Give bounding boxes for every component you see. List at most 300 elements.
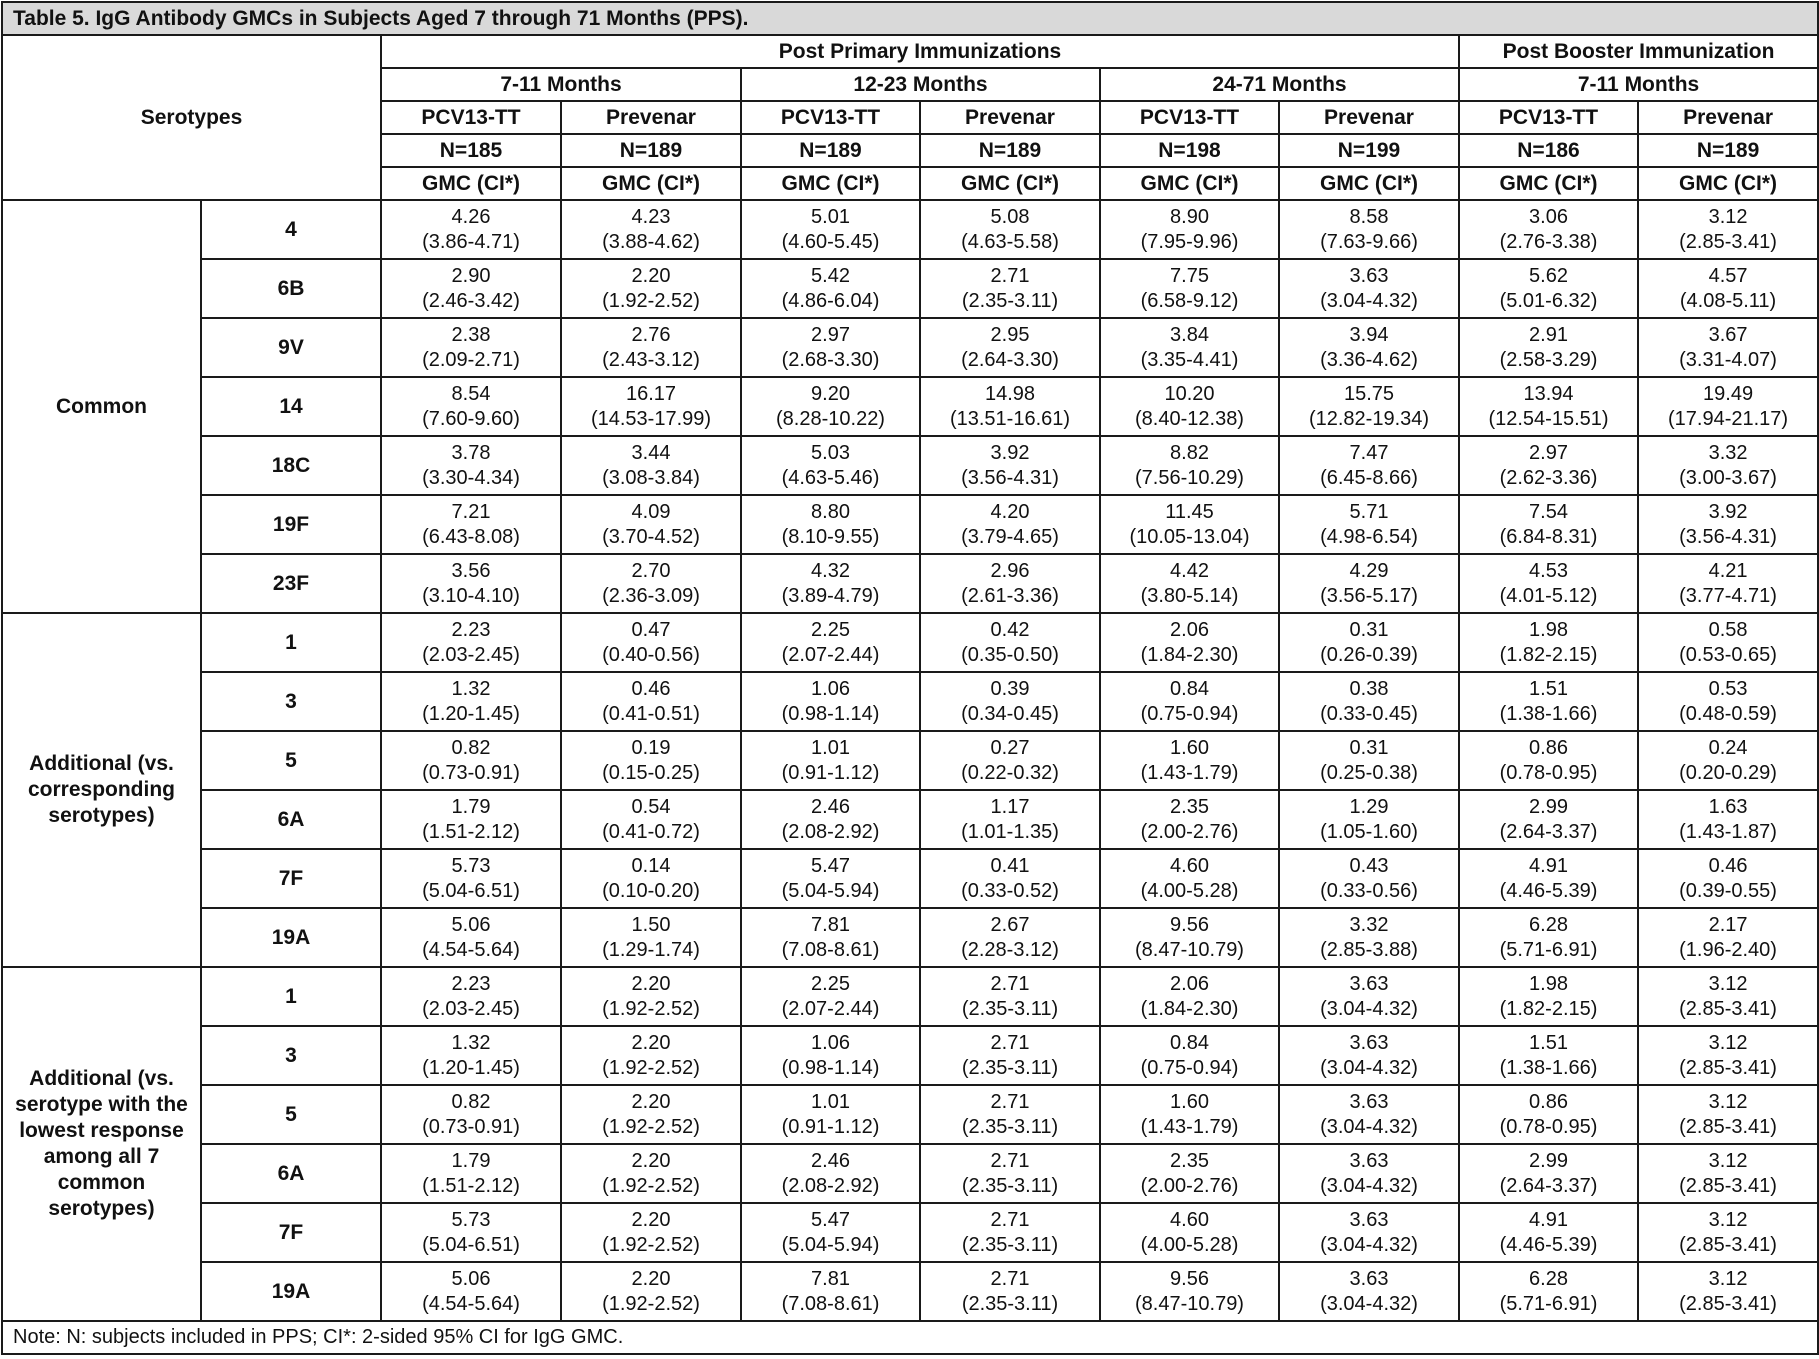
gmc-cell <box>1459 1026 1638 1085</box>
ci-range: (1.43-1.79) <box>1140 1115 1239 1138</box>
gmc-value: 1.79 <box>451 795 491 818</box>
gmc-value: 3.63 <box>1349 1267 1389 1290</box>
gmc-value: 3.63 <box>1349 1031 1389 1054</box>
ci-range: (7.60-9.60) <box>422 407 520 430</box>
gmc-value: 5.73 <box>451 1208 491 1231</box>
gmc-value: 8.80 <box>811 500 850 523</box>
gmc-cell <box>1638 908 1818 967</box>
ci-range: (0.98-1.14) <box>781 1056 880 1079</box>
gmc-value: 2.25 <box>811 972 850 995</box>
ci-range: (0.91-1.12) <box>781 761 880 784</box>
table-body <box>2 200 1818 1321</box>
gmc-cell <box>1279 1262 1459 1321</box>
ci-range: (2.35-3.11) <box>961 1056 1059 1079</box>
gmc-value: 5.42 <box>811 264 850 287</box>
ci-range: (1.92-2.52) <box>602 1233 700 1256</box>
gmc-cell <box>741 908 920 967</box>
gmc-cell <box>741 200 920 259</box>
gmc-value: 3.63 <box>1349 1149 1389 1172</box>
gmc-cell <box>1638 1085 1818 1144</box>
ci-range: (3.35-4.41) <box>1140 348 1239 371</box>
gmc-cell <box>561 1262 741 1321</box>
n-header: N=189 <box>1638 134 1818 167</box>
ci-range: (2.85-3.41) <box>1679 1174 1777 1197</box>
ci-range: (3.89-4.79) <box>781 584 880 607</box>
gmc-cell <box>561 790 741 849</box>
gmc-value: 4.32 <box>811 559 850 582</box>
gmc-value: 3.12 <box>1708 1267 1748 1290</box>
ci-range: (3.04-4.32) <box>1320 1174 1418 1197</box>
gmc-cell <box>1459 1085 1638 1144</box>
gmc-cell <box>1638 731 1818 790</box>
gmc-cell <box>1459 967 1638 1026</box>
ci-range: (2.08-2.92) <box>781 820 880 843</box>
ci-range: (0.48-0.59) <box>1679 702 1777 725</box>
gmc-value: 3.12 <box>1708 1149 1748 1172</box>
gmc-value: 1.63 <box>1708 795 1748 818</box>
ci-range: (6.58-9.12) <box>1140 289 1239 312</box>
gmc-cell <box>1100 495 1279 554</box>
gmc-cell <box>561 318 741 377</box>
gmc-value: 0.86 <box>1529 736 1568 759</box>
gmc-cell <box>1279 731 1459 790</box>
gmc-cell <box>561 495 741 554</box>
gmc-cell <box>381 1144 561 1203</box>
gmc-cell <box>1100 1203 1279 1262</box>
ci-range: (2.28-3.12) <box>961 938 1059 961</box>
gmc-value: 4.91 <box>1529 1208 1568 1231</box>
gmc-cell <box>381 377 561 436</box>
ci-range: (1.92-2.52) <box>602 997 700 1020</box>
table-row <box>2 613 1818 672</box>
gmc-cell <box>561 200 741 259</box>
gmc-value: 1.51 <box>1529 677 1568 700</box>
gmc-cell <box>920 908 1100 967</box>
ci-range: (7.08-8.61) <box>781 1292 880 1315</box>
serotype-label: 5 <box>201 1085 381 1144</box>
ci-range: (5.04-6.51) <box>422 879 520 902</box>
gmc-cell <box>1100 1144 1279 1203</box>
gmc-cell <box>1100 908 1279 967</box>
gmc-value: 2.91 <box>1529 323 1568 346</box>
ci-range: (2.46-3.42) <box>422 289 520 312</box>
gmc-cell <box>1279 1026 1459 1085</box>
ci-range: (4.98-6.54) <box>1320 525 1418 548</box>
gmc-value: 15.75 <box>1343 382 1395 405</box>
n-header: N=186 <box>1459 134 1638 167</box>
gmc-cell <box>1638 1262 1818 1321</box>
gmc-cell <box>1638 613 1818 672</box>
stat-header: GMC (CI*) <box>1459 167 1638 200</box>
gmc-value: 2.20 <box>631 1267 671 1290</box>
gmc-value: 0.14 <box>631 854 671 877</box>
gmc-cell <box>920 1085 1100 1144</box>
serotype-label: 7F <box>201 1203 381 1262</box>
gmc-cell <box>741 849 920 908</box>
table-row <box>2 259 1818 318</box>
gmc-value: 5.62 <box>1529 264 1568 287</box>
gmc-value: 2.17 <box>1708 913 1748 936</box>
gmc-value: 3.12 <box>1708 1090 1748 1113</box>
table-row <box>2 908 1818 967</box>
gmc-cell <box>1638 967 1818 1026</box>
ci-range: (0.41-0.72) <box>602 820 700 843</box>
ci-range: (0.22-0.32) <box>961 761 1059 784</box>
gmc-value: 2.38 <box>451 323 491 346</box>
ci-range: (3.88-4.62) <box>602 230 700 253</box>
gmc-value: 2.67 <box>990 913 1030 936</box>
gmc-value: 8.58 <box>1349 205 1389 228</box>
table-title: Table 5. IgG Antibody GMCs in Subjects Aged 7 through 71 Months (PPS). <box>2 2 1818 35</box>
gmc-value: 3.12 <box>1708 205 1748 228</box>
gmc-value: 4.20 <box>990 500 1030 523</box>
gmc-value: 1.01 <box>811 736 850 759</box>
gmc-cell <box>1100 1262 1279 1321</box>
gmc-cell <box>1100 849 1279 908</box>
gmc-cell <box>1100 200 1279 259</box>
gmc-cell <box>1459 1262 1638 1321</box>
ci-range: (2.85-3.88) <box>1320 938 1418 961</box>
gmc-cell <box>920 1262 1100 1321</box>
ci-range: (2.00-2.76) <box>1140 1174 1239 1197</box>
gmc-cell <box>920 967 1100 1026</box>
gmc-cell <box>920 1144 1100 1203</box>
gmc-cell <box>381 1085 561 1144</box>
gmc-value: 1.06 <box>811 1031 850 1054</box>
table-footnote: Note: N: subjects included in PPS; CI*: 2-sided 95% CI for IgG GMC. <box>2 1321 1818 1354</box>
ci-range: (3.56-4.31) <box>961 466 1059 489</box>
ci-range: (0.40-0.56) <box>602 643 700 666</box>
gmc-value: 9.20 <box>811 382 850 405</box>
ci-range: (3.04-4.32) <box>1320 1115 1418 1138</box>
gmc-cell <box>561 436 741 495</box>
gmc-value: 8.90 <box>1170 205 1209 228</box>
ci-range: (0.33-0.56) <box>1320 879 1418 902</box>
serotype-label: 18C <box>201 436 381 495</box>
stub-header: Serotypes <box>2 35 381 200</box>
gmc-value: 5.47 <box>811 1208 850 1231</box>
gmc-cell <box>561 1085 741 1144</box>
ci-range: (4.54-5.64) <box>422 938 520 961</box>
ci-range: (1.92-2.52) <box>602 1056 700 1079</box>
gmc-cell <box>741 436 920 495</box>
gmc-value: 2.97 <box>811 323 850 346</box>
gmc-value: 9.56 <box>1170 913 1209 936</box>
gmc-value: 5.71 <box>1349 500 1389 523</box>
ci-range: (0.33-0.45) <box>1320 702 1418 725</box>
ci-range: (2.85-3.41) <box>1679 1056 1777 1079</box>
gmc-value: 3.12 <box>1708 1031 1748 1054</box>
gmc-cell <box>561 1203 741 1262</box>
ci-range: (0.20-0.29) <box>1679 761 1777 784</box>
ci-range: (0.73-0.91) <box>422 1115 520 1138</box>
gmc-value: 16.17 <box>625 382 677 405</box>
vaccine-header: PCV13-TT <box>381 101 561 134</box>
gmc-cell <box>561 908 741 967</box>
gmc-cell <box>741 1144 920 1203</box>
gmc-value: 4.42 <box>1170 559 1209 582</box>
ci-range: (0.75-0.94) <box>1140 702 1239 725</box>
gmc-value: 5.03 <box>811 441 850 464</box>
gmc-value: 1.60 <box>1170 1090 1209 1113</box>
gmc-cell <box>561 1026 741 1085</box>
gmc-cell <box>381 790 561 849</box>
gmc-value: 2.25 <box>811 618 850 641</box>
gmc-value: 3.32 <box>1708 441 1748 464</box>
group-header-booster: Post Booster Immunization <box>1459 35 1818 68</box>
ci-range: (12.82-19.34) <box>1308 407 1430 430</box>
gmc-value: 5.73 <box>451 854 491 877</box>
ci-range: (1.05-1.60) <box>1320 820 1418 843</box>
table-row <box>2 790 1818 849</box>
ci-range: (3.04-4.32) <box>1320 997 1418 1020</box>
gmc-value: 2.35 <box>1170 1149 1209 1172</box>
gmc-value: 3.44 <box>631 441 671 464</box>
gmc-cell <box>1100 967 1279 1026</box>
ci-range: (2.35-3.11) <box>961 1292 1059 1315</box>
gmc-cell <box>920 554 1100 613</box>
gmc-value: 3.06 <box>1529 205 1568 228</box>
ci-range: (0.26-0.39) <box>1320 643 1418 666</box>
gmc-value: 10.20 <box>1164 382 1215 405</box>
ci-range: (0.41-0.51) <box>602 702 700 725</box>
gmc-value: 2.20 <box>631 1208 671 1231</box>
gmc-cell <box>920 495 1100 554</box>
ci-range: (5.71-6.91) <box>1499 1292 1598 1315</box>
ci-range: (3.70-4.52) <box>602 525 700 548</box>
gmc-value: 2.20 <box>631 1090 671 1113</box>
gmc-value: 0.82 <box>451 736 491 759</box>
gmc-cell <box>1279 849 1459 908</box>
gmc-cell <box>741 967 920 1026</box>
gmc-cell <box>920 731 1100 790</box>
gmc-value: 5.08 <box>990 205 1030 228</box>
gmc-value: 1.98 <box>1529 972 1568 995</box>
ci-range: (1.29-1.74) <box>602 938 700 961</box>
gmc-cell <box>1638 1203 1818 1262</box>
n-header: N=189 <box>741 134 920 167</box>
gmc-value: 13.94 <box>1523 382 1574 405</box>
gmc-cell <box>1279 495 1459 554</box>
gmc-cell <box>1459 1203 1638 1262</box>
gmc-cell <box>561 967 741 1026</box>
gmc-cell <box>561 613 741 672</box>
ci-range: (8.47-10.79) <box>1135 938 1244 961</box>
gmc-value: 7.81 <box>811 1267 850 1290</box>
ci-range: (2.76-3.38) <box>1499 230 1598 253</box>
serotype-label: 19A <box>201 908 381 967</box>
ci-range: (2.85-3.41) <box>1679 1292 1777 1315</box>
gmc-value: 14.98 <box>984 382 1036 405</box>
ci-range: (3.56-5.17) <box>1320 584 1418 607</box>
gmc-value: 1.79 <box>451 1149 491 1172</box>
gmc-cell <box>381 1203 561 1262</box>
gmc-value: 1.60 <box>1170 736 1209 759</box>
gmc-cell <box>1638 672 1818 731</box>
gmc-cell <box>1100 377 1279 436</box>
vaccine-header: PCV13-TT <box>1459 101 1638 134</box>
gmc-cell <box>561 849 741 908</box>
gmc-cell <box>1100 259 1279 318</box>
ci-range: (4.01-5.12) <box>1499 584 1598 607</box>
gmc-cell <box>1279 377 1459 436</box>
ci-range: (8.40-12.38) <box>1135 407 1244 430</box>
gmc-cell <box>1100 318 1279 377</box>
gmc-value: 1.17 <box>990 795 1030 818</box>
serotype-label: 1 <box>201 613 381 672</box>
gmc-value: 0.53 <box>1708 677 1748 700</box>
ci-range: (1.43-1.87) <box>1679 820 1777 843</box>
serotype-label: 9V <box>201 318 381 377</box>
ci-range: (6.43-8.08) <box>422 525 520 548</box>
ci-range: (1.43-1.79) <box>1140 761 1239 784</box>
gmc-value: 1.01 <box>811 1090 850 1113</box>
table-row <box>2 1085 1818 1144</box>
gmc-value: 2.96 <box>990 559 1030 582</box>
serotype-label: 7F <box>201 849 381 908</box>
gmc-value: 3.63 <box>1349 264 1389 287</box>
gmc-cell <box>1100 731 1279 790</box>
ci-range: (13.51-16.61) <box>949 407 1071 430</box>
gmc-cell <box>1279 1203 1459 1262</box>
ci-range: (2.62-3.36) <box>1499 466 1598 489</box>
ci-range: (2.35-3.11) <box>961 997 1059 1020</box>
age-header: 12-23 Months <box>741 68 1100 101</box>
gmc-value: 0.84 <box>1170 1031 1209 1054</box>
gmc-value: 2.23 <box>451 972 491 995</box>
gmc-cell <box>1638 318 1818 377</box>
serotype-label: 23F <box>201 554 381 613</box>
ci-range: (7.56-10.29) <box>1135 466 1244 489</box>
gmc-cell <box>1459 613 1638 672</box>
ci-range: (3.31-4.07) <box>1679 348 1777 371</box>
gmc-value: 2.35 <box>1170 795 1209 818</box>
ci-range: (8.28-10.22) <box>776 407 885 430</box>
gmc-value: 0.24 <box>1708 736 1748 759</box>
section-label: Additional (vs. serotype with the lowest response among all 7 common serotypes) <box>2 967 201 1321</box>
gmc-value: 0.27 <box>990 736 1030 759</box>
gmc-cell <box>1459 495 1638 554</box>
gmc-value: 2.20 <box>631 972 671 995</box>
gmc-value: 3.32 <box>1349 913 1389 936</box>
ci-range: (2.85-3.41) <box>1679 1115 1777 1138</box>
table-row <box>2 495 1818 554</box>
gmc-cell <box>1638 436 1818 495</box>
gmc-cell <box>741 613 920 672</box>
ci-range: (0.53-0.65) <box>1679 643 1777 666</box>
ci-range: (2.43-3.12) <box>602 348 700 371</box>
ci-range: (1.92-2.52) <box>602 1292 700 1315</box>
gmc-cell <box>381 613 561 672</box>
ci-range: (1.38-1.66) <box>1499 702 1598 725</box>
ci-range: (3.00-3.67) <box>1679 466 1777 489</box>
gmc-cell <box>1459 436 1638 495</box>
gmc-value: 6.28 <box>1529 1267 1568 1290</box>
ci-range: (0.39-0.55) <box>1679 879 1777 902</box>
age-header: 7-11 Months <box>381 68 741 101</box>
gmc-value: 6.28 <box>1529 913 1568 936</box>
gmc-value: 3.12 <box>1708 972 1748 995</box>
ci-range: (3.36-4.62) <box>1320 348 1418 371</box>
gmc-value: 3.78 <box>451 441 491 464</box>
gmc-cell <box>1279 613 1459 672</box>
gmc-cell <box>561 1144 741 1203</box>
gmc-value: 7.21 <box>451 500 491 523</box>
vaccine-header: PCV13-TT <box>1100 101 1279 134</box>
gmc-value: 3.63 <box>1349 1208 1389 1231</box>
gmc-cell <box>741 1026 920 1085</box>
gmc-value: 3.94 <box>1349 323 1389 346</box>
stat-header: GMC (CI*) <box>920 167 1100 200</box>
gmc-value: 0.38 <box>1349 677 1389 700</box>
ci-range: (0.33-0.52) <box>961 879 1059 902</box>
ci-range: (3.86-4.71) <box>422 230 520 253</box>
ci-range: (2.58-3.29) <box>1499 348 1598 371</box>
gmc-value: 2.71 <box>990 1090 1030 1113</box>
gmc-value: 1.32 <box>451 1031 491 1054</box>
gmc-value: 4.60 <box>1170 1208 1209 1231</box>
gmc-cell <box>381 259 561 318</box>
gmc-value: 2.46 <box>811 795 850 818</box>
gmc-value: 2.71 <box>990 1208 1030 1231</box>
ci-range: (1.51-2.12) <box>422 820 520 843</box>
gmc-cell <box>920 790 1100 849</box>
ci-range: (0.10-0.20) <box>602 879 700 902</box>
gmc-value: 2.71 <box>990 1149 1030 1172</box>
gmc-cell <box>561 731 741 790</box>
ci-range: (0.98-1.14) <box>781 702 880 725</box>
gmc-cell <box>741 259 920 318</box>
gmc-value: 4.21 <box>1708 559 1748 582</box>
ci-range: (2.09-2.71) <box>422 348 520 371</box>
gmc-cell <box>920 377 1100 436</box>
gmc-value: 4.57 <box>1708 264 1748 287</box>
gmc-value: 2.23 <box>451 618 491 641</box>
ci-range: (0.75-0.94) <box>1140 1056 1239 1079</box>
ci-range: (6.84-8.31) <box>1499 525 1598 548</box>
ci-range: (2.35-3.11) <box>961 289 1059 312</box>
gmc-cell <box>741 554 920 613</box>
ci-range: (1.20-1.45) <box>422 1056 520 1079</box>
gmc-cell <box>920 1203 1100 1262</box>
ci-range: (14.53-17.99) <box>590 407 712 430</box>
serotype-label: 3 <box>201 672 381 731</box>
gmc-value: 7.81 <box>811 913 850 936</box>
ci-range: (1.51-2.12) <box>422 1174 520 1197</box>
ci-range: (2.07-2.44) <box>781 643 880 666</box>
vaccine-header: Prevenar <box>561 101 741 134</box>
gmc-value: 3.92 <box>990 441 1030 464</box>
gmc-cell <box>920 849 1100 908</box>
gmc-cell <box>1100 672 1279 731</box>
gmc-cell <box>1100 1026 1279 1085</box>
gmc-value: 8.82 <box>1170 441 1209 464</box>
section-label: Additional (vs. corresponding serotypes) <box>2 613 201 967</box>
ci-range: (7.63-9.66) <box>1320 230 1418 253</box>
gmc-cell <box>1459 377 1638 436</box>
ci-range: (7.08-8.61) <box>781 938 880 961</box>
gmc-cell <box>1638 1144 1818 1203</box>
gmc-cell <box>381 318 561 377</box>
serotype-label: 4 <box>201 200 381 259</box>
gmc-cell <box>1100 436 1279 495</box>
gmc-cell <box>1279 967 1459 1026</box>
gmc-value: 2.71 <box>990 264 1030 287</box>
gmc-cell <box>741 790 920 849</box>
gmc-value: 4.09 <box>631 500 671 523</box>
table-row <box>2 436 1818 495</box>
gmc-cell <box>381 200 561 259</box>
